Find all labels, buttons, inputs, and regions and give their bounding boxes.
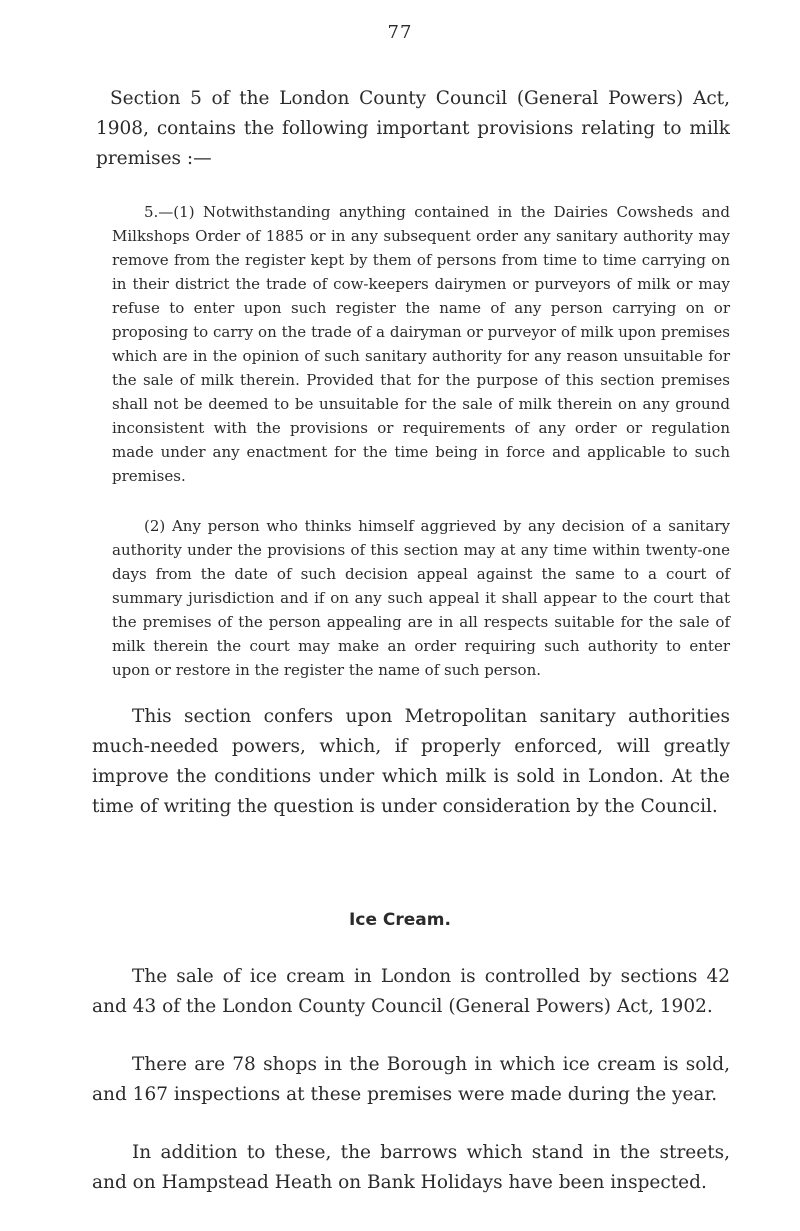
ice-cream-paragraph-3: In addition to these, the barrows which stand in the streets, and on Hampstead Heath on Bank Holidays have been inspected. xyxy=(92,1142,730,1193)
ice-cream-paragraph-2: There are 78 shops in the Borough in which ice cream is sold, and 167 inspections at these premises were made during the year. xyxy=(92,1054,730,1105)
intro-paragraph: Section 5 of the London County Council (General Powers) Act, 1908, contains the following important provisions relating to milk premises :— xyxy=(96,88,730,169)
commentary-paragraph: This section confers upon Metropolitan sanitary authorities much-needed powers, which, if properly enforced, will greatly improve the conditions under which milk is sold in London. At the time of writing the question is under consideration by the Council. xyxy=(92,706,730,817)
quoted-provision-1: 5.—(1) Notwithstanding anything contained in the Dairies Cowsheds and Milkshops Order of 1885 or in any subsequent order any sanitary authority may remove from the register kept by them of persons from time to time carrying on in their district the trade of cow-keepers dairymen or purveyors of milk or may refuse to enter upon such register the name of any person carrying on or proposing to carry on the trade of a dairyman or purveyor of milk upon premises which are in the opinion of such sanitary authority for any reason unsuitable for the sale of milk therein. Provided that for the purpose of this section premises shall not be deemed to be unsuitable for the sale of milk therein on any ground inconsistent with the provisions or requirements of any order or regulation made under any enactment for the time being in force and applicable to such premises. xyxy=(112,203,730,485)
page-number: 77 xyxy=(387,22,413,43)
section-heading-ice-cream: Ice Cream. xyxy=(349,910,451,930)
ice-cream-paragraph-1: The sale of ice cream in London is controlled by sections 42 and 43 of the London County Council (General Powers) Act, 1902. xyxy=(92,966,730,1017)
quoted-provision-2: (2) Any person who thinks himself aggrieved by any decision of a sanitary authority under the provisions of this section may at any time within twenty-one days from the date of such decision appeal against the same to a court of summary jurisdiction and if on any such appeal it shall appear to the court that the premises of the person appealing are in all respects suitable for the sale of milk therein the court may make an order requiring such authority to enter upon or restore in the register the name of such person. xyxy=(112,517,730,679)
